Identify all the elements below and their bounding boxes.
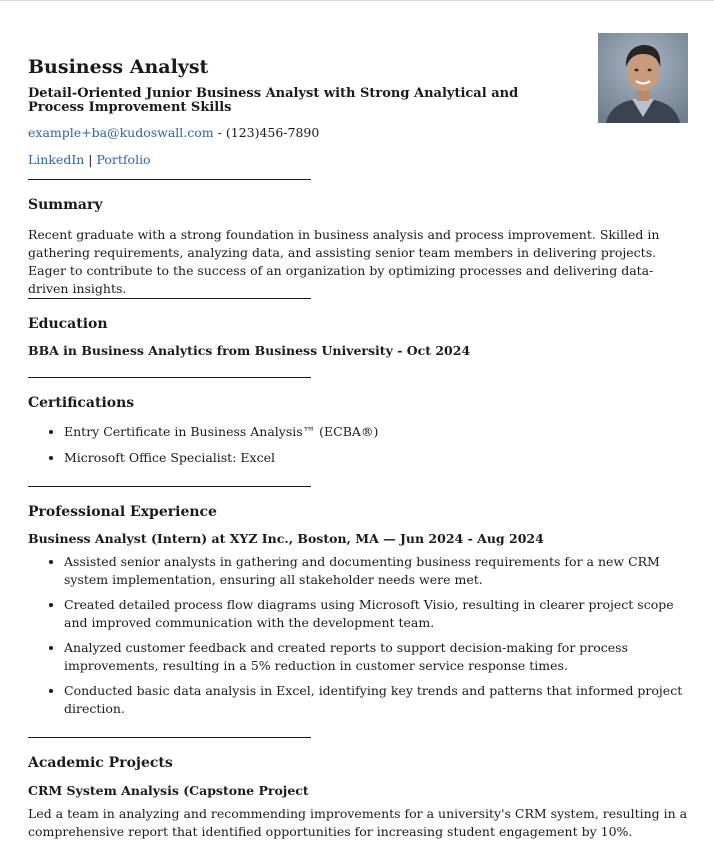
profile-links xyxy=(28,152,151,168)
section-divider xyxy=(28,179,311,180)
email-link[interactable]: example+ba@kudoswall.com xyxy=(28,125,214,140)
linkedin-link[interactable]: LinkedIn xyxy=(28,152,85,167)
project-description: Led a team in analyzing and recommending improvements for a university's CRM system, resulting in a comprehensive report that identified opportunities for increasing student engagement by 10%. xyxy=(28,806,688,839)
certification-item: • Entry Certificate in Business Analysis™ (ECBA®) xyxy=(64,423,690,441)
profile-photo xyxy=(598,33,688,123)
experience-bullet: • Created detailed process flow diagrams using Microsoft Visio, resulting in clearer project scope and improved communication with the development team. xyxy=(64,596,690,632)
contact-separator: - xyxy=(213,125,226,140)
summary-text: Recent graduate with a strong foundation in business analysis and process improvement. Skilled in gathering requirements, analyzing data, and assisting senior team members in delivering projects. Eager to contribute to the success of an organization by optimizing processes and delivering data-driven insights. xyxy=(28,227,660,296)
phone-number: (123)456-7890 xyxy=(225,125,320,140)
projects-heading: Academic Projects xyxy=(28,755,173,771)
experience-heading: Professional Experience xyxy=(28,504,217,520)
section-divider xyxy=(28,486,311,487)
experience-bullet: • Analyzed customer feedback and created reports to support decision-making for process improvements, resulting in a 5% reduction in customer service response times. xyxy=(64,639,690,675)
certifications-list xyxy=(28,423,690,467)
education-heading: Education xyxy=(28,316,108,332)
education-entry: BBA in Business Analytics from Business University - Oct 2024 xyxy=(28,343,471,358)
certification-item: • Microsoft Office Specialist: Excel xyxy=(64,449,690,467)
contact-line xyxy=(28,125,319,141)
experience-bullets xyxy=(28,553,690,718)
link-separator: | xyxy=(84,152,97,167)
job-heading: Business Analyst (Intern) at XYZ Inc., Boston, MA — Jun 2024 - Aug 2024 xyxy=(28,531,544,546)
portfolio-link[interactable]: Portfolio xyxy=(96,152,151,167)
experience-bullet: • Conducted basic data analysis in Excel, identifying key trends and patterns that informed project direction. xyxy=(64,682,690,718)
section-divider xyxy=(28,737,311,738)
project-heading: CRM System Analysis (Capstone Project xyxy=(28,783,309,798)
resume-tagline: Detail-Oriented Junior Business Analyst with Strong Analytical and Process Improvement Skills xyxy=(28,86,519,115)
certifications-heading: Certifications xyxy=(28,395,135,411)
experience-bullet: • Assisted senior analysts in gathering and documenting business requirements for a new CRM system implementation, ensuring all stakeholder needs were met. xyxy=(64,553,690,589)
section-divider xyxy=(28,377,311,378)
summary-heading: Summary xyxy=(28,197,103,213)
section-divider xyxy=(28,298,311,299)
resume-name: Business Analyst xyxy=(28,56,209,78)
